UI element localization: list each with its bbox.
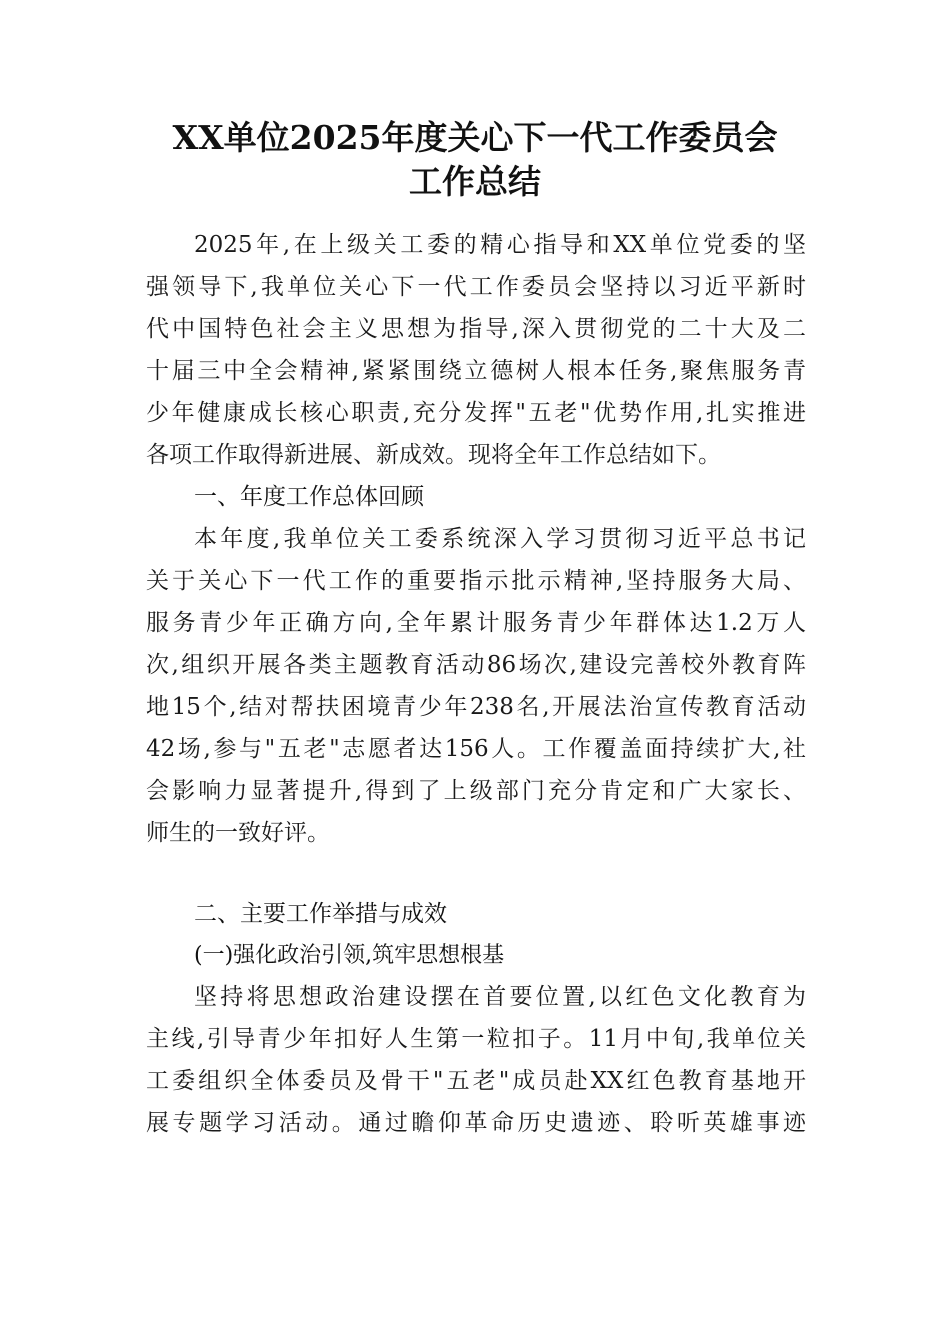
- intro-line: 十届三中全会精神,紧紧围绕立德树人根本任务,聚焦服务青: [146, 358, 806, 384]
- document-title-line-2: 工作总结: [409, 162, 541, 201]
- section-1-line: 地15个,结对帮扶困境青少年238名,开展法治宣传教育活动: [146, 694, 806, 720]
- section-1-heading: 一、年度工作总体回顾: [194, 484, 424, 510]
- section-1-line: 42场,参与"五老"志愿者达156人。工作覆盖面持续扩大,社: [146, 736, 806, 762]
- section-2-heading: 二、主要工作举措与成效: [194, 901, 447, 927]
- section-2-line: 坚持将思想政治建设摆在首要位置,以红色文化教育为: [194, 984, 806, 1010]
- section-2-line: 展专题学习活动。通过瞻仰革命历史遗迹、聆听英雄事迹: [146, 1110, 806, 1136]
- section-1-line: 本年度,我单位关工委系统深入学习贯彻习近平总书记: [194, 526, 806, 552]
- intro-line: 代中国特色社会主义思想为指导,深入贯彻党的二十大及二: [146, 316, 806, 342]
- section-1-line: 服务青少年正确方向,全年累计服务青少年群体达1.2万人: [146, 610, 806, 636]
- section-1-line: 师生的一致好评。: [146, 820, 330, 846]
- document-title-line-1: XX单位2025年度关心下一代工作委员会: [172, 118, 778, 157]
- section-1-line: 会影响力显著提升,得到了上级部门充分肯定和广大家长、: [146, 778, 806, 804]
- section-2-line: 主线,引导青少年扣好人生第一粒扣子。11月中旬,我单位关: [146, 1026, 806, 1052]
- section-1-line: 关于关心下一代工作的重要指示批示精神,坚持服务大局、: [146, 568, 806, 594]
- section-2-subheading: (一)强化政治引领,筑牢思想根基: [194, 943, 505, 968]
- intro-line: 2025年,在上级关工委的精心指导和XX单位党委的坚: [194, 232, 806, 258]
- intro-line: 各项工作取得新进展、新成效。现将全年工作总结如下。: [146, 442, 721, 468]
- intro-line: 少年健康成长核心职责,充分发挥"五老"优势作用,扎实推进: [146, 400, 806, 426]
- section-2-line: 工委组织全体委员及骨干"五老"成员赴XX红色教育基地开: [146, 1068, 806, 1094]
- intro-line: 强领导下,我单位关心下一代工作委员会坚持以习近平新时: [146, 274, 806, 300]
- section-1-line: 次,组织开展各类主题教育活动86场次,建设完善校外教育阵: [146, 652, 806, 678]
